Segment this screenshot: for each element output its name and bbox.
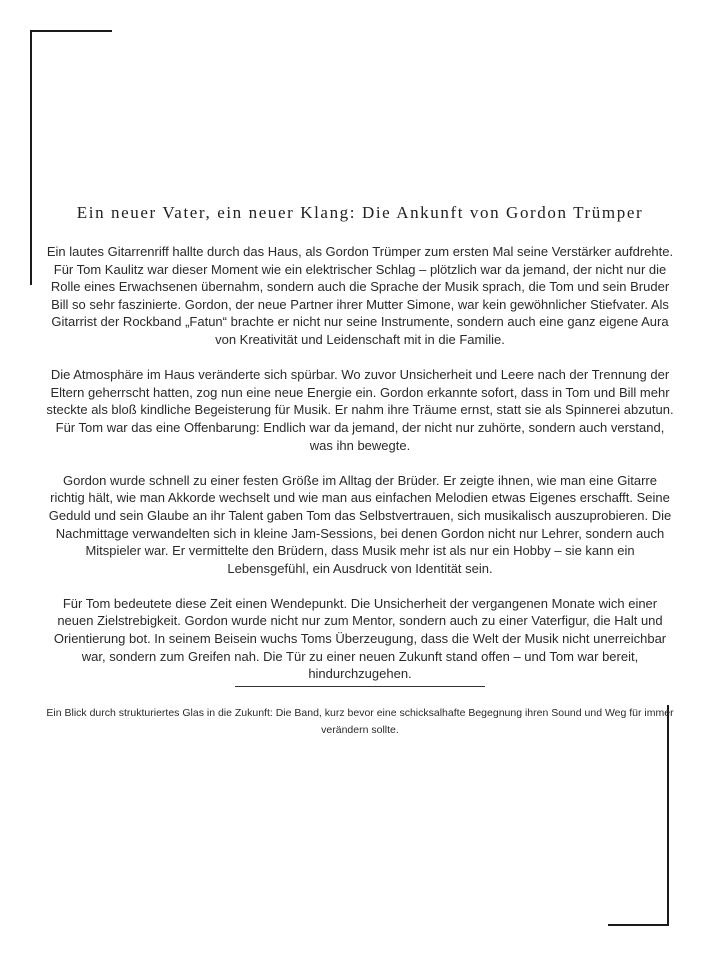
article-title: Ein neuer Vater, ein neuer Klang: Die Ankunft von Gordon Trümper <box>76 203 644 222</box>
paragraph-4: Für Tom bedeutete diese Zeit einen Wendepunkt. Die Unsicherheit der vergangenen Monate wich einer neuen Zielstrebigkeit. Gordon wurde nicht nur zum Mentor, sondern auch zu einer Vaterfigur, die Halt und Orientierung bot. In seinem Beisein wuchs Toms Überzeugung, dass die Welt der Musik nicht unerreichbar war, sondern zum Greifen nah. Die Tür zu einer neuen Zukunft stand offen – und Tom war bereit, hindurchzugehen. <box>53 595 667 682</box>
image-caption: Ein Blick durch strukturiertes Glas in die Zukunft: Die Band, kurz bevor eine schicksalhafte Begegnung ihren Sound und Weg für immer verändern sollte. <box>46 706 674 736</box>
article <box>46 200 674 739</box>
paragraph-3: Gordon wurde schnell zu einer festen Größe im Alltag der Brüder. Er zeigte ihnen, wie man eine Gitarre richtig hält, wie man Akkorde wechselt und wie man aus einfachen Melodien etwas Eigenes erschafft. Seine Geduld und sein Glaube an ihr Talent gaben Tom das Selbstvertrauen, sich musikalisch auszuprobieren. Die Nachmittage verwandelten sich in kleine Jam-Sessions, bei denen Gordon nicht nur Lehrer, sondern auch Mitspieler war. Er vermittelte den Brüdern, dass Musik mehr ist als nur ein Hobby – sie kann ein Lebensgefühl, ein Ausdruck von Identität sein. <box>48 472 672 576</box>
paragraph-1: Ein lautes Gitarrenriff hallte durch das Haus, als Gordon Trümper zum ersten Mal seine Verstärker aufdrehte. Für Tom Kaulitz war dieser Moment wie ein elektrischer Schlag – plötzlich war da jemand, der nicht nur die Rolle eines Erwachsenen übernahm, sondern auch die Sprache der Musik sprach, die Tom und sein Bruder Bill so sehr faszinierte. Gordon, der neue Partner ihrer Mutter Simone, war kein gewöhnlicher Stiefvater. Als Gitarrist der Rockband „Fatun“ brachte er nicht nur seine Instrumente, sondern auch eine ganz eigene Aura von Kreativität und Leidenschaft mit in die Familie. <box>46 244 674 347</box>
paragraph-2: Die Atmosphäre im Haus veränderte sich spürbar. Wo zuvor Unsicherheit und Leere nach der Trennung der Eltern geherrscht hatten, zog nun eine neue Energie ein. Gordon erkannte sofort, dass in Tom und Bill mehr steckte als bloß kindliche Begeisterung für Musik. Er nahm ihre Träume ernst, statt sie als Spinnerei abzutun. Für Tom war das eine Offenbarung: Endlich war da jemand, der nicht nur zuhörte, sondern auch verstand, was ihn bewegte. <box>46 367 674 453</box>
frame-corner-top-left-horizontal <box>30 30 112 32</box>
caption-divider <box>235 686 485 687</box>
frame-corner-top-left-vertical <box>30 30 32 285</box>
frame-corner-bottom-right-horizontal <box>608 924 669 926</box>
